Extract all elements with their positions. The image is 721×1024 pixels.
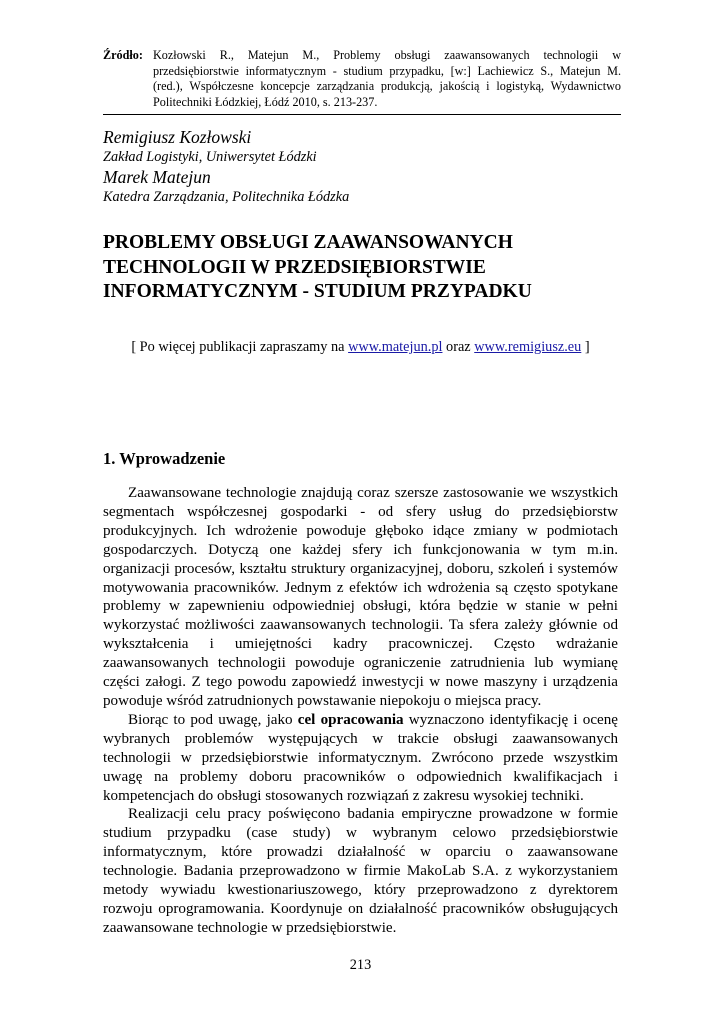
source-citation: [103, 48, 621, 110]
more-text-and: oraz: [446, 339, 471, 355]
author-affiliation-1: Zakład Logistyki, Uniwersytet Łódzki: [103, 149, 317, 165]
more-text-open: [ Po więcej publikacji zapraszamy na: [131, 339, 345, 355]
paragraph-2-after: wyznaczono identyfikację i ocenę wybranych problemów występujących w trakcie obsługi zaawansowanych technologii w przedsiębiorstwie informatycznym. Zwrócono przede wszystkim uwagę na problemy doboru pracowników o odpowiednich kwalifikacjach i kompetencjach do obsługi stosowanych rozwiązań z zakresu wysokiej techniki.: [103, 711, 618, 804]
paper-title: PROBLEMY OBSŁUGI ZAAWANSOWANYCH TECHNOLOGII W PRZEDSIĘBIORSTWIE INFORMATYCZNYM - STUDIUM PRZYPADKU: [103, 232, 532, 302]
paragraph-2: [103, 711, 618, 806]
paragraph-2-bold: cel opracowania: [297, 711, 404, 728]
more-publications-line: [0, 339, 721, 356]
author-affiliation-2: Katedra Zarządzania, Politechnika Łódzka: [103, 189, 350, 205]
header-divider: [103, 114, 621, 115]
authors-block: [103, 127, 349, 207]
paragraph-1: Zaawansowane technologie znajdują coraz szersze zastosowanie we wszystkich segmentach współczesnej gospodarki - od sfery usług do przedsiębiorstw produkcyjnych. Ich wdrożenie powoduje głęboko idące zmiany w podmiotach gospodarczych. Dotyczą one każdej sfery ich funkcjonowania w tym m.in. organizacji procesów, kształtu struktury organizacyjnej, doboru, szkoleń i systemów motywowania pracowników. Jednym z efektów ich wdrożenia są często spotykane problemy w zapewnieniu odpowiedniej obsługi, która będzie w stanie w pełni wykorzystać możliwości zaawansowanych technologii. Ta sfera zależy głównie od wykształcenia i umiejętności kadry pracowniczej. Często wdrażanie zaawansowanych technologii powoduje ograniczenie zatrudnienia lub wymianę części załogi. Z tego powodu zapowiedź inwestycji w nowe maszyny i urządzenia powoduje wśród zatrudnionych powstawanie niepokoju o miejsca pracy.: [103, 485, 618, 709]
more-text-close: ]: [584, 339, 590, 355]
source-label: Źródło:: [103, 48, 143, 62]
link-matejun[interactable]: www.matejun.pl: [348, 339, 443, 355]
paragraph-3: Realizacji celu pracy poświęcono badania empiryczne prowadzone w formie studium przypadku (case study) w wybranym celowo przedsiębiorstwie informatycznym, które prowadzi działalność w oparciu o zaawansowane technologie. Badania przeprowadzono w firmie MakoLab S.A. z wykorzystaniem metody wywiadu kwestionariuszowego, który przeprowadzono z dyrektorem rozwoju oprogramowania. Koordynuje on działalność pracowników obsługujących zaawansowane technologie w przedsiębiorstwie.: [103, 806, 618, 936]
source-text: Kozłowski R., Matejun M., Problemy obsługi zaawansowanych technologii w przedsiębiorstwie informatycznym - studium przypadku, [w:] Lachiewicz S., Matejun M. (red.), Współczesne koncepcje zarządzania produkcją, jakością i logistyką, Wydawnictwo Politechniki Łódzkiej, Łódź 2010, s. 213-237.: [153, 48, 621, 109]
paragraph-2-before: Biorąc to pod uwagę, jako: [128, 711, 298, 728]
link-remigiusz[interactable]: www.remigiusz.eu: [474, 339, 582, 355]
page-number: 213: [349, 957, 372, 973]
author-name-1: Remigiusz Kozłowski: [103, 127, 252, 147]
section-heading: 1. Wprowadzenie: [103, 449, 226, 468]
author-name-2: Marek Matejun: [103, 167, 211, 187]
section-body: [103, 484, 618, 938]
